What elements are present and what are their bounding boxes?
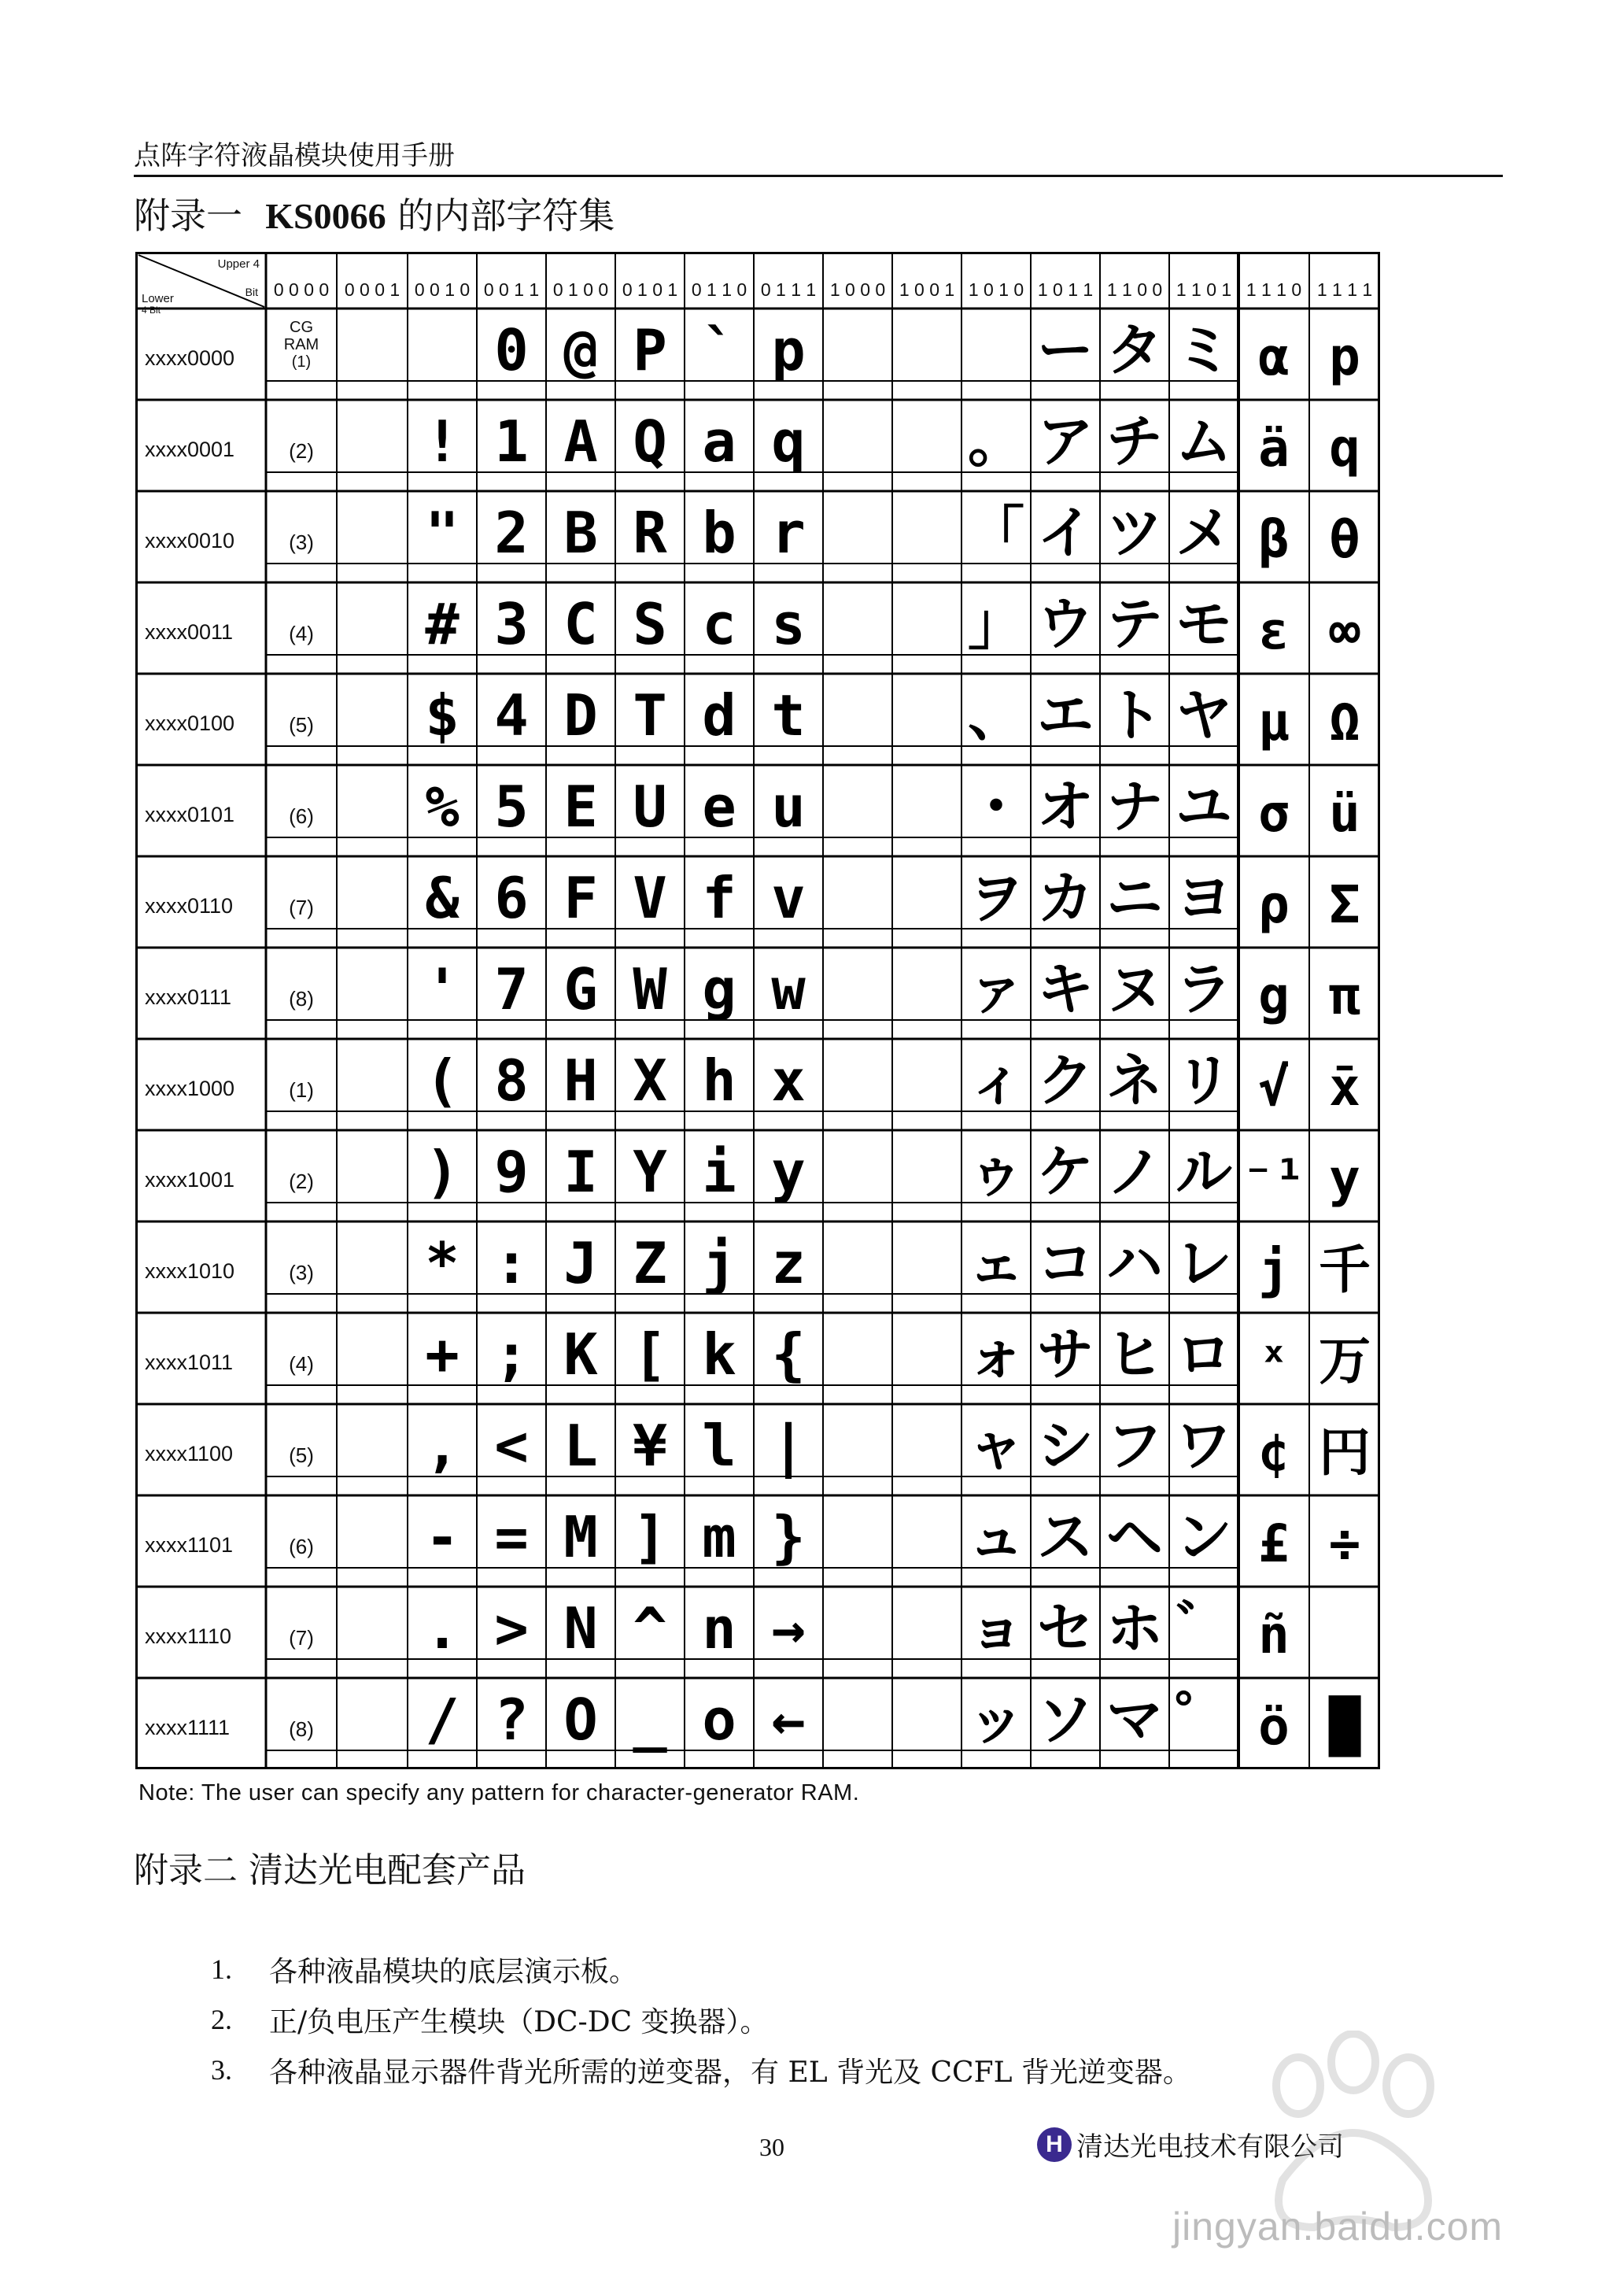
glyph-cell: , [425, 1413, 460, 1479]
glyph-cell: M [563, 1504, 598, 1570]
column-header: 1 1 1 1 [1316, 279, 1373, 300]
glyph-cell: ォ [967, 1321, 1025, 1388]
glyph-cell: ナ [1105, 774, 1164, 840]
corner-bit-label-upper: Bit [245, 286, 258, 298]
glyph-cell: f [702, 865, 736, 931]
glyph-cell: S [633, 591, 667, 657]
page-number: 30 [759, 2133, 784, 2161]
cgram-label: (2) [289, 439, 314, 463]
appendix1-model: KS0066 [265, 196, 386, 236]
list-item-text: 各种液晶模块的底层演示板。 [269, 1955, 638, 1988]
glyph-cell: o [702, 1687, 736, 1753]
column-header: 0 1 0 0 [552, 279, 609, 300]
cgram-label: (6) [289, 1535, 314, 1558]
glyph-cell: 2 [494, 500, 529, 566]
glyph-cell: ウ [1036, 591, 1094, 657]
character-set-table [135, 252, 1397, 1777]
glyph-cell: ヒ [1105, 1321, 1164, 1388]
glyph-cell: Σ [1329, 874, 1360, 935]
cgram-label: (8) [289, 987, 314, 1011]
appendix1-title [134, 187, 615, 239]
glyph-cell: ' [425, 956, 460, 1022]
glyph-cell: タ [1105, 317, 1164, 383]
glyph-cell: フ [1105, 1413, 1164, 1479]
glyph-cell: R [633, 500, 667, 566]
glyph-cell: ネ [1105, 1048, 1164, 1114]
cgram-label: (5) [289, 713, 314, 737]
glyph-cell: ル [1175, 1139, 1233, 1205]
glyph-cell: マ [1105, 1687, 1164, 1753]
glyph-cell: 、 [967, 682, 1025, 748]
row-header: xxxx0001 [145, 438, 235, 461]
glyph-cell: ム [1175, 408, 1233, 475]
glyph-cell: ・ [967, 774, 1025, 840]
watermark-text: jingyan.baidu.com [1172, 2204, 1504, 2249]
glyph-cell: ニ [1105, 865, 1164, 931]
glyph-cell: ñ [1258, 1605, 1290, 1665]
glyph-cell: u [771, 774, 806, 840]
glyph-cell: キ [1036, 956, 1094, 1022]
glyph-cell: ノ [1105, 1139, 1164, 1205]
glyph-cell: U [633, 774, 667, 840]
glyph-cell: ÷ [1329, 1513, 1360, 1574]
column-header: 0 1 1 1 [760, 279, 817, 300]
glyph-cell: ィ [967, 1048, 1025, 1114]
header-rule [134, 175, 1503, 177]
glyph-cell: ケ [1036, 1139, 1094, 1205]
glyph-cell: n [702, 1595, 736, 1661]
row-header: xxxx1000 [145, 1077, 235, 1100]
glyph-cell: O [563, 1687, 598, 1753]
row-header: xxxx1010 [145, 1259, 235, 1283]
list-item [211, 1994, 1191, 2045]
cgram-label: CG [290, 319, 313, 336]
glyph-cell: √ [1258, 1057, 1290, 1118]
glyph-cell: カ [1036, 865, 1094, 931]
glyph-cell: α [1258, 327, 1290, 387]
glyph-cell: ゥ [967, 1139, 1025, 1205]
glyph-cell: q [771, 408, 806, 475]
glyph-cell: ∞ [1329, 601, 1360, 661]
glyph-cell: ユ [1175, 774, 1233, 840]
glyph-cell: 7 [494, 956, 529, 1022]
glyph-cell: y [1329, 1148, 1360, 1209]
cgram-label: RAM [283, 336, 319, 353]
glyph-cell: > [494, 1595, 529, 1661]
note-text: Note: The user can specify any pattern for character-generator RAM. [138, 1780, 860, 1805]
glyph-cell: テ [1105, 591, 1164, 657]
glyph-cell: リ [1175, 1048, 1233, 1114]
glyph-cell: 4 [494, 682, 529, 748]
glyph-cell: β [1258, 509, 1290, 570]
glyph-cell: N [563, 1595, 598, 1661]
column-header: 0 1 1 0 [691, 279, 747, 300]
glyph-cell: G [563, 956, 598, 1022]
glyph-cell: ] [633, 1504, 667, 1570]
glyph-cell: 1 [494, 408, 529, 475]
glyph-cell: Y [633, 1139, 667, 1205]
appendix1-prefix: 附录一 [134, 194, 242, 237]
glyph-cell: サ [1036, 1321, 1094, 1388]
glyph-cell: k [702, 1321, 736, 1388]
row-header: xxxx0010 [145, 529, 235, 552]
cgram-label: (6) [289, 804, 314, 828]
glyph-cell: ä [1258, 418, 1290, 479]
glyph-cell: T [633, 682, 667, 748]
glyph-cell: g [702, 956, 736, 1022]
column-header: 1 1 0 0 [1106, 279, 1163, 300]
glyph-cell: h [702, 1048, 736, 1114]
list-item [211, 1944, 1191, 1994]
glyph-cell: a [702, 408, 736, 475]
glyph-cell: $ [425, 682, 460, 748]
glyph-cell: / [425, 1687, 460, 1753]
glyph-cell: i [702, 1139, 736, 1205]
glyph-cell: π [1329, 966, 1360, 1026]
glyph-cell: y [771, 1139, 806, 1205]
glyph-cell: p [771, 317, 806, 383]
glyph-cell: ト [1105, 682, 1164, 748]
glyph-cell: ヨ [1175, 865, 1233, 931]
glyph-cell: ホ [1105, 1595, 1164, 1661]
row-header: xxxx1011 [145, 1351, 234, 1374]
corner-bit-label: 4 Bit [142, 305, 161, 316]
glyph-cell: ^ [633, 1595, 667, 1661]
column-header: 1 1 0 1 [1176, 279, 1232, 300]
glyph-cell: 0 [494, 317, 529, 383]
corner-lower-label: Lower [142, 292, 174, 305]
glyph-cell: H [563, 1048, 598, 1114]
glyph-cell: V [633, 865, 667, 931]
row-header: xxxx0101 [145, 803, 235, 826]
glyph-cell: j [1258, 1240, 1290, 1300]
glyph-cell: } [771, 1504, 806, 1570]
glyph-cell: ラ [1175, 956, 1233, 1022]
glyph-cell: " [425, 500, 460, 566]
glyph-cell: イ [1036, 500, 1094, 566]
glyph-cell: P [633, 317, 667, 383]
cgram-label: (3) [289, 530, 314, 554]
cgram-label: (7) [289, 896, 314, 919]
glyph-cell: 。 [967, 408, 1025, 475]
glyph-cell: v [771, 865, 806, 931]
glyph-cell: Ω [1329, 692, 1360, 752]
glyph-cell: 」 [967, 591, 1025, 657]
row-header: xxxx1110 [145, 1624, 232, 1648]
glyph-cell: ス [1036, 1504, 1094, 1570]
row-header: xxxx0000 [145, 346, 235, 370]
column-header: 0 0 0 1 [344, 279, 400, 300]
glyph-cell: q [1329, 418, 1360, 479]
glyph-cell: セ [1036, 1595, 1094, 1661]
glyph-cell: ェ [967, 1230, 1025, 1296]
product-list [211, 1944, 1191, 2095]
appendix1-suffix: 的内部字符集 [397, 194, 615, 237]
glyph-cell: x̄ [1329, 1057, 1360, 1118]
glyph-cell: σ [1258, 783, 1290, 844]
glyph-cell: レ [1175, 1230, 1233, 1296]
cgram-label: (4) [289, 1352, 314, 1376]
glyph-cell: B [563, 500, 598, 566]
glyph-cell: | [771, 1413, 806, 1479]
glyph-cell: w [771, 956, 806, 1022]
glyph-cell: + [425, 1321, 460, 1388]
glyph-cell: メ [1175, 500, 1233, 566]
glyph-cell: d [702, 682, 736, 748]
glyph-cell: r [771, 500, 806, 566]
glyph-cell: ク [1036, 1048, 1094, 1114]
row-header: xxxx0110 [145, 894, 234, 918]
glyph-cell: ハ [1105, 1230, 1164, 1296]
glyph-cell: x [771, 1048, 806, 1114]
glyph-cell: ン [1175, 1504, 1233, 1570]
glyph-cell: ¢ [1258, 1422, 1290, 1483]
glyph-cell: モ [1175, 591, 1233, 657]
glyph-cell: A [563, 408, 598, 475]
company-logo-icon: H [1037, 2127, 1072, 2162]
glyph-cell: ッ [967, 1687, 1025, 1753]
glyph-cell: ¥ [633, 1413, 667, 1479]
glyph-cell: ア [1036, 408, 1094, 475]
glyph-cell: . [425, 1595, 460, 1661]
glyph-cell: z [771, 1230, 806, 1296]
glyph-cell: ö [1258, 1696, 1290, 1757]
row-header: xxxx0100 [145, 711, 235, 735]
column-header: 1 0 1 1 [1037, 279, 1094, 300]
glyph-cell: % [425, 774, 460, 840]
appendix2-title: 附录二 清达光电配套产品 [134, 1850, 526, 1890]
glyph-cell: ヘ [1105, 1504, 1164, 1570]
column-header: 0 0 0 0 [273, 279, 330, 300]
glyph-cell: 8 [494, 1048, 529, 1114]
glyph-cell: ρ [1258, 874, 1290, 935]
glyph-cell: ` [702, 317, 736, 383]
glyph-cell: ョ [967, 1595, 1025, 1661]
cgram-label: (2) [289, 1170, 314, 1193]
column-header: 0 0 1 1 [483, 279, 540, 300]
glyph-cell: ⁻¹ [1242, 1148, 1305, 1209]
glyph-cell: { [771, 1321, 806, 1388]
glyph-cell: ツ [1105, 500, 1164, 566]
company-name: 清达光电技术有限公司 [1076, 2131, 1344, 2163]
column-header: 1 0 0 0 [829, 279, 886, 300]
glyph-cell: I [563, 1139, 598, 1205]
glyph-cell: X [633, 1048, 667, 1114]
list-item-text: 正/负电压产生模块（DC-DC 变换器）。 [269, 2005, 769, 2038]
glyph-cell: ァ [967, 956, 1025, 1022]
glyph-cell: ü [1329, 783, 1360, 844]
row-header: xxxx1001 [145, 1168, 235, 1192]
glyph-cell: コ [1036, 1230, 1094, 1296]
cgram-label: (1) [291, 353, 312, 371]
glyph-cell: ー [1036, 317, 1094, 383]
glyph-cell: m [702, 1504, 736, 1570]
glyph-cell: ソ [1036, 1687, 1094, 1753]
glyph-cell: @ [563, 317, 598, 383]
glyph-cell: C [563, 591, 598, 657]
glyph-cell: j [702, 1230, 736, 1296]
cgram-label: (7) [289, 1626, 314, 1650]
row-header: xxxx1100 [145, 1442, 234, 1465]
column-header: 0 1 0 1 [622, 279, 678, 300]
glyph-cell: ヌ [1105, 956, 1164, 1022]
list-item-number: 3. [211, 2054, 232, 2086]
glyph-cell: オ [1036, 774, 1094, 840]
cgram-label: (3) [289, 1261, 314, 1284]
glyph-cell: l [702, 1413, 736, 1479]
glyph-cell: Q [633, 408, 667, 475]
manual-header: 点阵字符液晶模块使用手册 [134, 140, 455, 172]
glyph-cell: ゛ [1175, 1595, 1233, 1661]
glyph-cell: c [702, 591, 736, 657]
glyph-cell: █ [1329, 1696, 1360, 1757]
row-header: xxxx0111 [145, 985, 232, 1009]
glyph-cell: & [425, 865, 460, 931]
glyph-cell: ゜ [1175, 1687, 1233, 1753]
glyph-cell: 9 [494, 1139, 529, 1205]
glyph-cell: ヲ [967, 865, 1025, 931]
glyph-cell: - [425, 1504, 460, 1570]
glyph-cell: t [771, 682, 806, 748]
glyph-cell: : [494, 1230, 529, 1296]
glyph-cell: * [425, 1230, 460, 1296]
corner-upper-label: Upper 4 [217, 257, 260, 271]
glyph-cell: K [563, 1321, 598, 1388]
cgram-label: (5) [289, 1443, 314, 1467]
glyph-cell: ← [771, 1687, 806, 1753]
glyph-cell: W [633, 956, 667, 1022]
column-header: 1 1 1 0 [1246, 279, 1302, 300]
glyph-cell: ュ [967, 1504, 1025, 1570]
column-header: 1 0 0 1 [899, 279, 955, 300]
glyph-cell: _ [633, 1687, 667, 1753]
glyph-cell: ) [425, 1139, 460, 1205]
glyph-cell: F [563, 865, 598, 931]
row-header: xxxx0011 [145, 620, 234, 644]
glyph-cell: J [563, 1230, 598, 1296]
glyph-cell: ε [1258, 601, 1290, 661]
glyph-cell: g [1258, 966, 1290, 1026]
glyph-cell: ? [494, 1687, 529, 1753]
glyph-cell: θ [1329, 509, 1360, 570]
glyph-cell: = [494, 1504, 529, 1570]
glyph-cell: b [702, 500, 736, 566]
glyph-cell: 6 [494, 865, 529, 931]
glyph-cell: ミ [1175, 317, 1233, 383]
list-item-number: 2. [211, 2004, 232, 2035]
glyph-cell: L [563, 1413, 598, 1479]
glyph-cell: [ [633, 1321, 667, 1388]
glyph-cell: → [771, 1595, 806, 1661]
glyph-cell: 3 [494, 591, 529, 657]
glyph-cell: ˣ [1258, 1331, 1290, 1391]
glyph-cell: エ [1036, 682, 1094, 748]
glyph-cell: 円 [1319, 1422, 1371, 1483]
glyph-cell: £ [1258, 1513, 1290, 1574]
cgram-label: (4) [289, 622, 314, 645]
glyph-cell: 千 [1319, 1240, 1371, 1300]
glyph-cell: ; [494, 1321, 529, 1388]
cgram-label: (1) [289, 1078, 314, 1102]
row-header: xxxx1101 [145, 1533, 234, 1557]
cgram-label: (8) [289, 1717, 314, 1741]
glyph-cell: チ [1105, 408, 1164, 475]
glyph-cell: Z [633, 1230, 667, 1296]
glyph-cell: D [563, 682, 598, 748]
glyph-cell: ワ [1175, 1413, 1233, 1479]
glyph-cell: シ [1036, 1413, 1094, 1479]
glyph-cell: ャ [967, 1413, 1025, 1479]
glyph-cell: # [425, 591, 460, 657]
glyph-cell: E [563, 774, 598, 840]
glyph-cell: μ [1258, 692, 1290, 752]
glyph-cell: p [1329, 327, 1360, 387]
list-item-number: 1. [211, 1953, 232, 1985]
glyph-cell: ! [425, 408, 460, 475]
glyph-cell: e [702, 774, 736, 840]
glyph-cell: ( [425, 1048, 460, 1114]
glyph-cell: s [771, 591, 806, 657]
column-header: 0 0 1 0 [414, 279, 471, 300]
list-item-text: 各种液晶显示器件背光所需的逆变器，有 EL 背光及 CCFL 背光逆变器。 [269, 2056, 1191, 2089]
glyph-cell: ヤ [1175, 682, 1233, 748]
glyph-cell: ロ [1175, 1321, 1233, 1388]
row-header: xxxx1111 [145, 1716, 231, 1739]
glyph-cell: 5 [494, 774, 529, 840]
glyph-cell: 万 [1319, 1331, 1371, 1391]
list-item [211, 2045, 1191, 2095]
column-header: 1 0 1 0 [968, 279, 1024, 300]
glyph-cell: 「 [967, 500, 1025, 566]
glyph-cell: < [494, 1413, 529, 1479]
